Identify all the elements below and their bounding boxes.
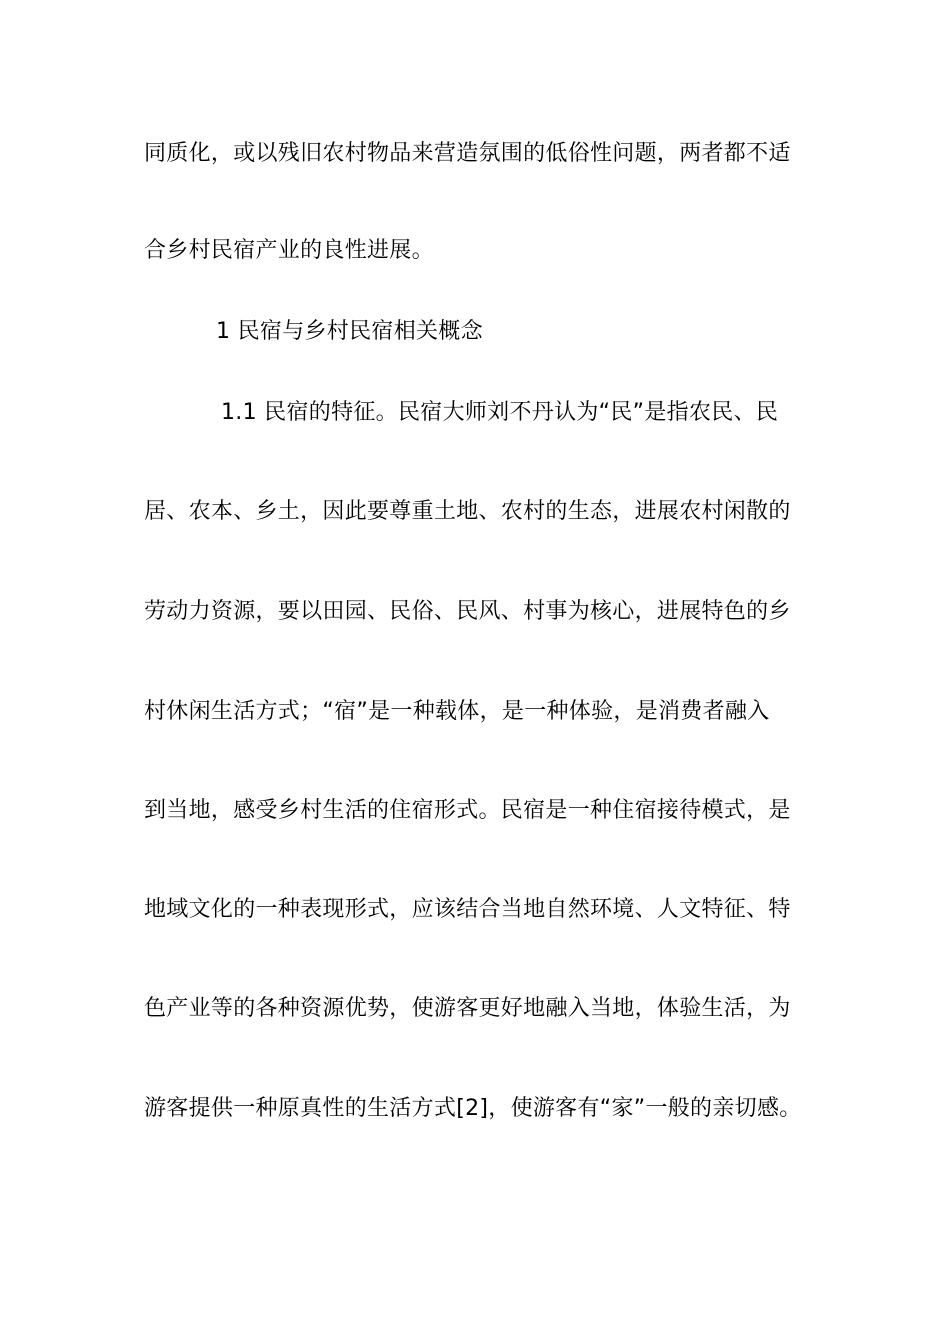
paragraph-line: 游客提供一种原真性的生活方式[2]，使游客有“家”一般的亲切感。: [144, 1096, 802, 1121]
paragraph-line: 到当地，感受乡村生活的住宿形式。民宿是一种住宿接待模式，是: [144, 798, 791, 823]
paragraph-line: 同质化，或以残旧农村物品来营造氛围的低俗性问题，两者都不适: [144, 141, 791, 166]
paragraph-line: 劳动力资源，要以田园、民俗、民风、村事为核心，进展特色的乡: [144, 599, 791, 624]
paragraph-line: 居、农本、乡土，因此要尊重土地、农村的生态，进展农村闲散的: [144, 499, 791, 524]
paragraph-line: 色产业等的各种资源优势，使游客更好地融入当地，体验生活，为: [144, 996, 791, 1021]
paragraph-line: 合乡村民宿产业的良性进展。: [144, 238, 434, 263]
section-heading: 1 民宿与乡村民宿相关概念: [216, 319, 483, 344]
paragraph-line: 地域文化的一种表现形式，应该结合当地自然环境、人文特征、特: [144, 897, 791, 922]
paragraph-line: 1.1 民宿的特征。民宿大师刘不丹认为“民”是指农民、民: [221, 400, 779, 425]
paragraph-line: 村休闲生活方式；“宿”是一种载体，是一种体验，是消费者融入: [144, 699, 770, 724]
